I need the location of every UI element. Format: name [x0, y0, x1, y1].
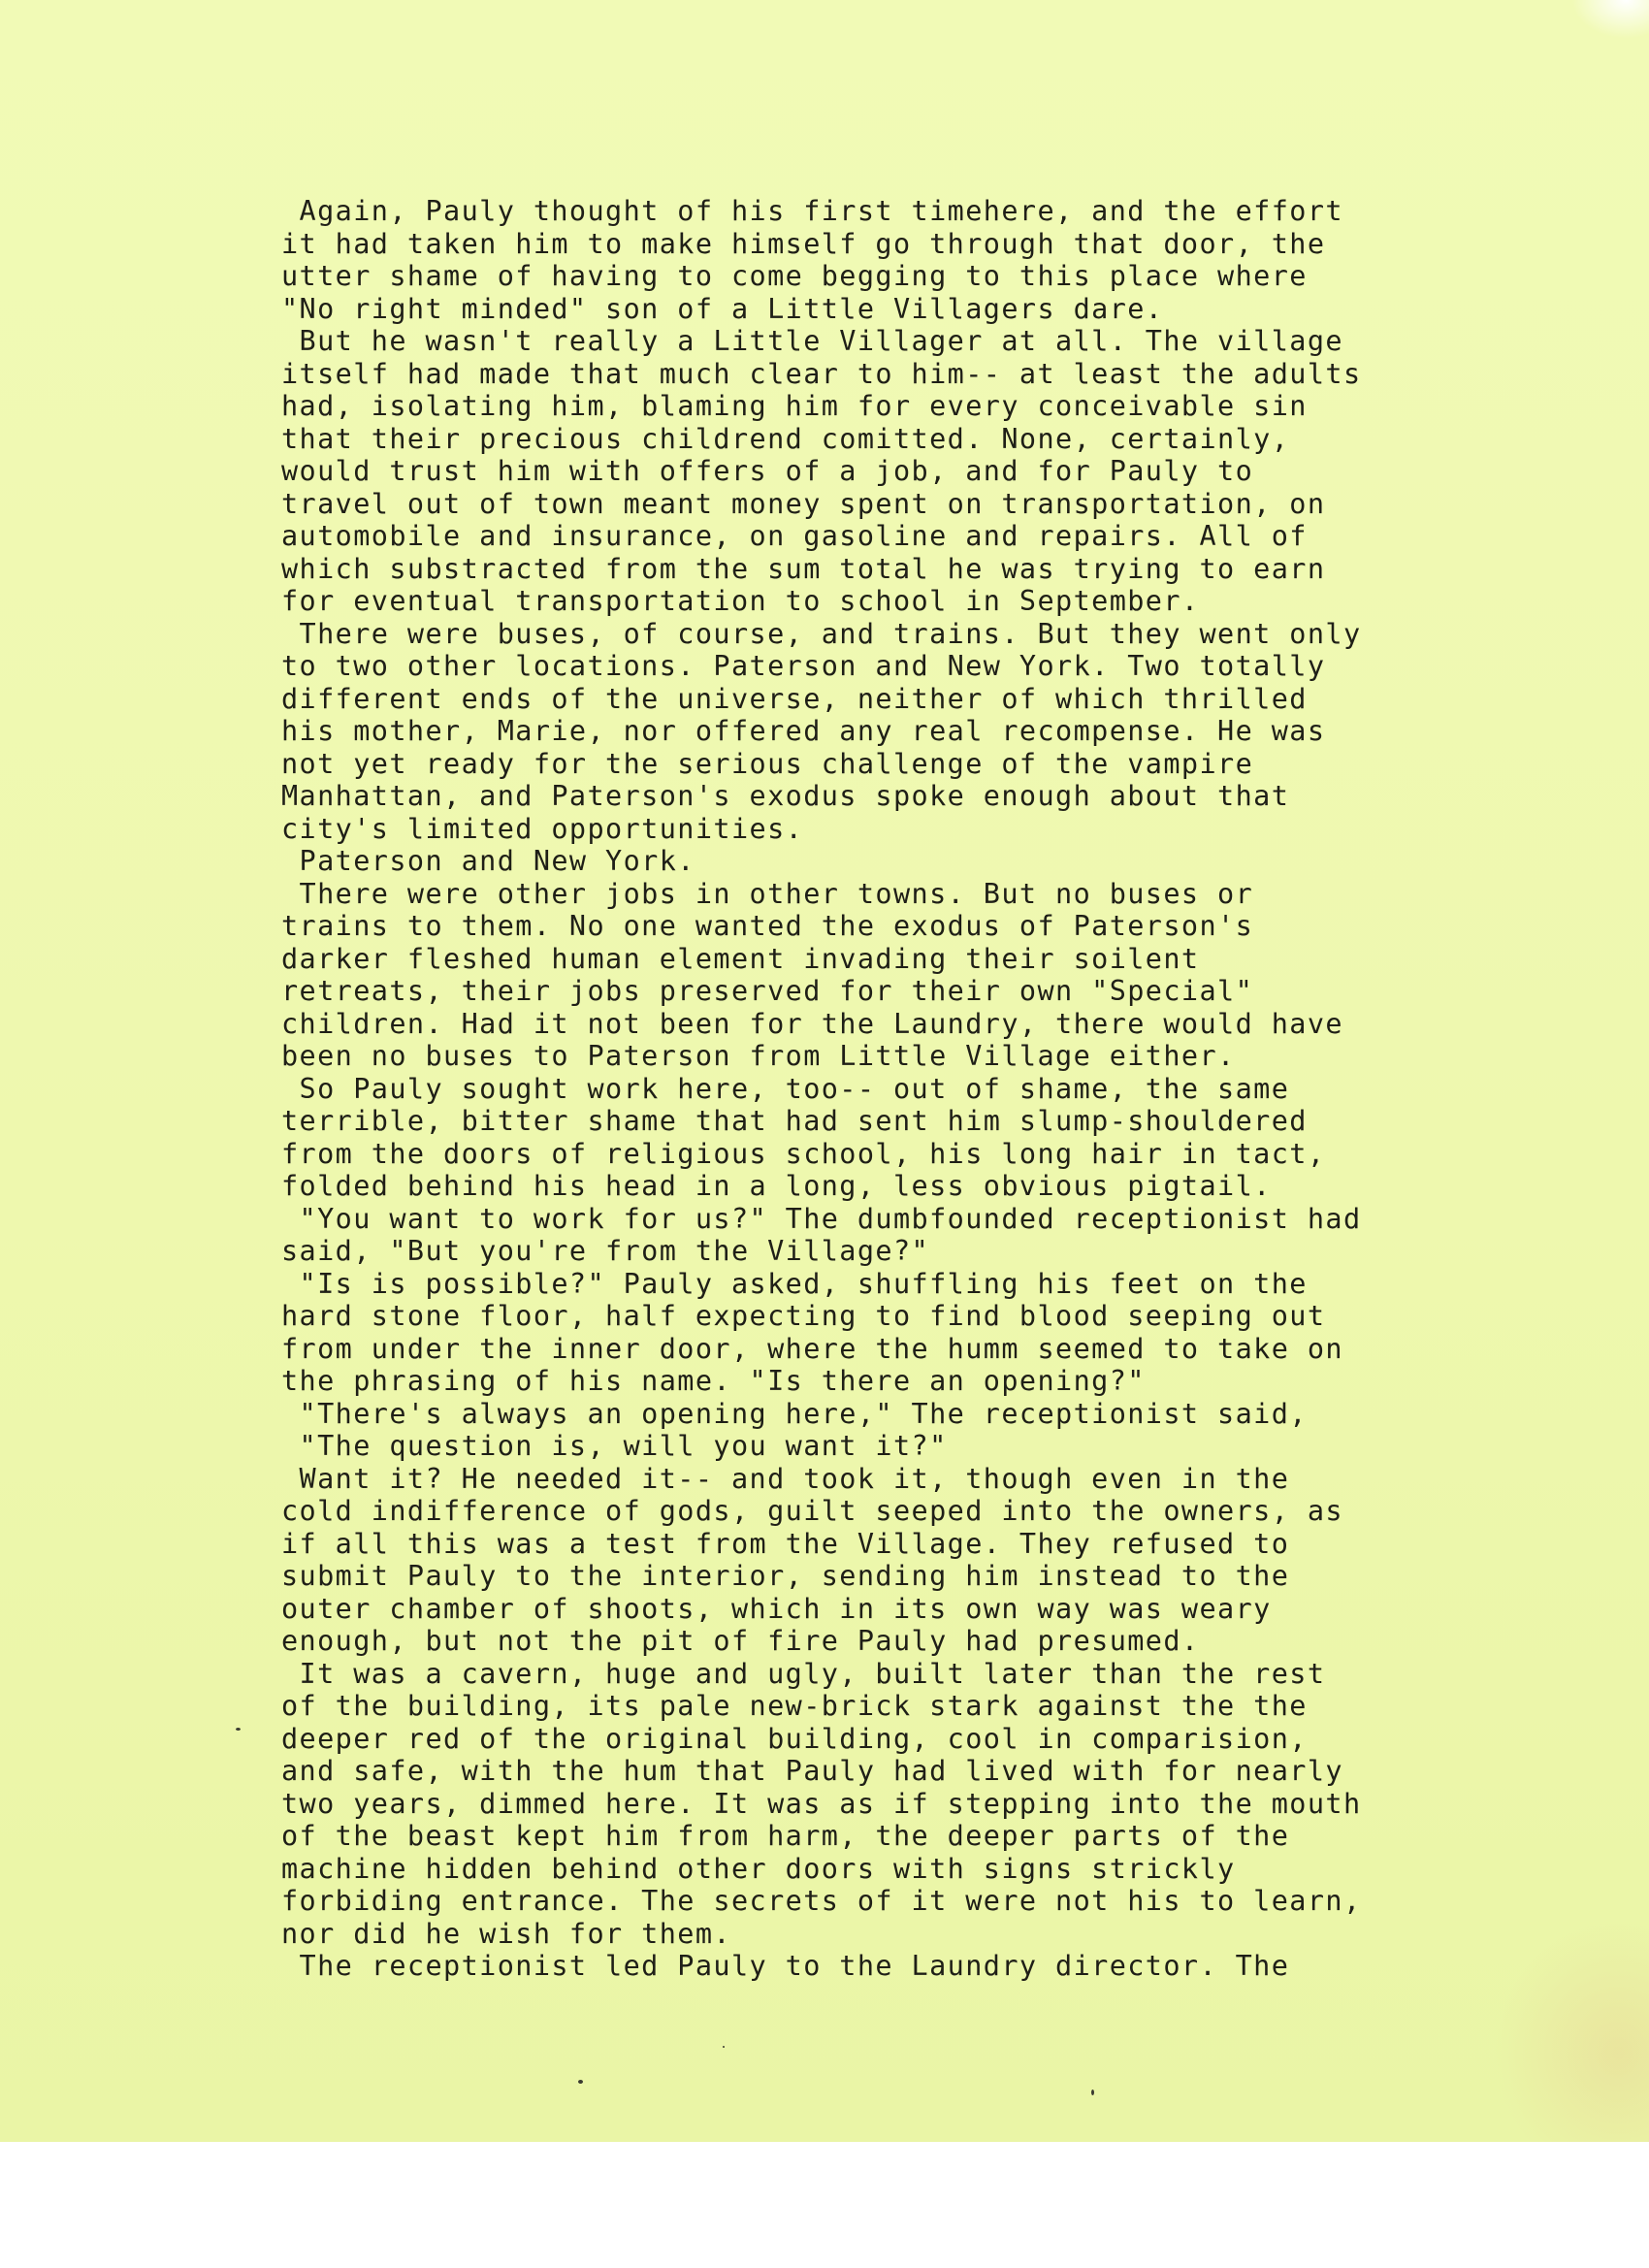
- text-line: Paterson and New York.: [281, 845, 695, 877]
- text-line: and safe, with the hum that Pauly had lived with for nearly: [281, 1755, 1343, 1787]
- text-line: deeper red of the original building, cool in comparision,: [281, 1722, 1308, 1755]
- text-line: outer chamber of shoots, which in its own way was weary: [281, 1592, 1272, 1625]
- ink-speck: [236, 1728, 241, 1731]
- text-line: said, "But you're from the Village?": [281, 1235, 930, 1267]
- text-line: forbiding entrance. The secrets of it were not his to learn,: [281, 1885, 1362, 1917]
- text-line: retreats, their jobs preserved for their own "Special": [281, 975, 1254, 1007]
- text-line: two years, dimmed here. It was as if stepping into the mouth: [281, 1787, 1362, 1820]
- text-line: children. Had it not been for the Laundry, there would have: [281, 1007, 1343, 1040]
- ink-speck: [1091, 2090, 1094, 2095]
- text-line: from under the inner door, where the humm seemed to take on: [281, 1332, 1343, 1365]
- text-line: Again, Pauly thought of his first timehere, and the effort: [281, 195, 1343, 227]
- text-line: Want it? He needed it-- and took it, though even in the: [281, 1462, 1290, 1495]
- text-line: folded behind his head in a long, less obvious pigtail.: [281, 1170, 1272, 1202]
- text-line: "Is is possible?" Pauly asked, shuffling his feet on the: [281, 1267, 1308, 1300]
- text-line: the phrasing of his name. "Is there an opening?": [281, 1365, 1146, 1397]
- text-line: if all this was a test from the Village. They refused to: [281, 1527, 1290, 1560]
- text-line: not yet ready for the serious challenge of the vampire: [281, 747, 1254, 780]
- text-line: enough, but not the pit of fire Pauly had presumed.: [281, 1625, 1200, 1657]
- text-line: Manhattan, and Paterson's exodus spoke enough about that: [281, 780, 1290, 812]
- text-line: "No right minded" son of a Little Villagers dare.: [281, 292, 1164, 325]
- text-line: "The question is, will you want it?": [281, 1430, 948, 1462]
- text-line: of the building, its pale new-brick stark against the the: [281, 1690, 1308, 1722]
- text-line: had, isolating him, blaming him for every conceivable sin: [281, 390, 1308, 422]
- text-line: would trust him with offers of a job, and for Pauly to: [281, 455, 1254, 487]
- text-line: cold indifference of gods, guilt seeped into the owners, as: [281, 1495, 1343, 1527]
- text-line: But he wasn't really a Little Villager at all. The village: [281, 325, 1343, 357]
- page-corner-fade: [1571, 0, 1649, 39]
- text-line: machine hidden behind other doors with signs strickly: [281, 1852, 1236, 1885]
- text-line: it had taken him to make himself go through that door, the: [281, 227, 1326, 260]
- text-line: nor did he wish for them.: [281, 1917, 731, 1950]
- text-line: his mother, Marie, nor offered any real recompense. He was: [281, 715, 1326, 747]
- text-line: There were buses, of course, and trains. But they went only: [281, 617, 1362, 650]
- text-line: which substracted from the sum total he was trying to earn: [281, 552, 1326, 585]
- ink-speck: [723, 2046, 725, 2048]
- text-line: The receptionist led Pauly to the Laundry director. The: [281, 1950, 1290, 1982]
- text-line: submit Pauly to the interior, sending him instead to the: [281, 1560, 1290, 1592]
- text-line: city's limited opportunities.: [281, 812, 804, 845]
- text-line: travel out of town meant money spent on transportation, on: [281, 487, 1326, 520]
- text-line: utter shame of having to come begging to this place where: [281, 260, 1308, 292]
- ink-speck: [578, 2080, 583, 2084]
- text-line: automobile and insurance, on gasoline and repairs. All of: [281, 520, 1308, 552]
- text-line: "You want to work for us?" The dumbfounded receptionist had: [281, 1202, 1362, 1235]
- text-line: been no buses to Paterson from Little Village either.: [281, 1040, 1236, 1072]
- text-line: of the beast kept him from harm, the deeper parts of the: [281, 1820, 1290, 1852]
- text-line: to two other locations. Paterson and New York. Two totally: [281, 650, 1326, 682]
- text-line: darker fleshed human element invading their soilent: [281, 942, 1200, 975]
- text-line: trains to them. No one wanted the exodus of Paterson's: [281, 910, 1254, 942]
- text-line: that their precious childrend comitted. None, certainly,: [281, 422, 1290, 455]
- text-line: "There's always an opening here," The receptionist said,: [281, 1397, 1308, 1430]
- text-line: itself had made that much clear to him-- at least the adults: [281, 357, 1362, 390]
- text-line: There were other jobs in other towns. But no buses or: [281, 877, 1254, 910]
- text-line: So Pauly sought work here, too-- out of shame, the same: [281, 1072, 1290, 1105]
- text-line: for eventual transportation to school in September.: [281, 585, 1200, 617]
- text-line: different ends of the universe, neither of which thrilled: [281, 682, 1308, 715]
- text-line: terrible, bitter shame that had sent him slump-shouldered: [281, 1105, 1308, 1137]
- text-line: It was a cavern, huge and ugly, built later than the rest: [281, 1657, 1326, 1690]
- text-line: from the doors of religious school, his long hair in tact,: [281, 1137, 1326, 1170]
- text-line: hard stone floor, half expecting to find blood seeping out: [281, 1300, 1326, 1332]
- typed-text-body: [281, 195, 1620, 1983]
